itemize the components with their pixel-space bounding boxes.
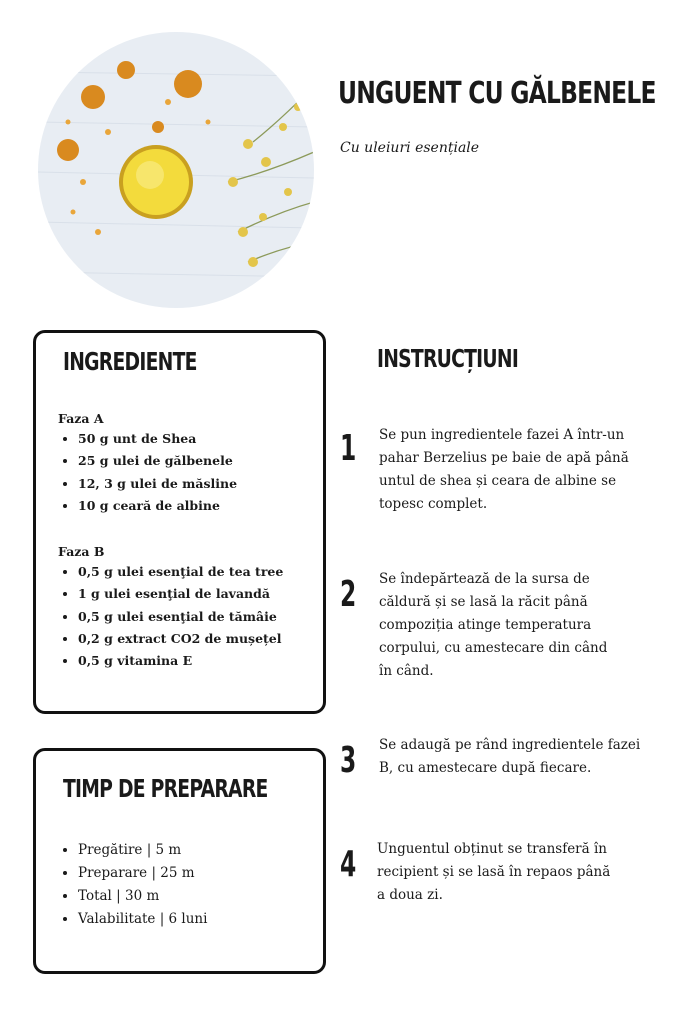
list-item: • 10 g ceară de albine xyxy=(78,495,323,517)
phase-a-label: Faza A xyxy=(58,411,104,426)
phase-b-list xyxy=(58,561,323,672)
step-number: 4 xyxy=(340,844,357,885)
list-item: • 0,5 g vitamina E xyxy=(78,650,323,672)
phase-b-section xyxy=(58,544,323,672)
list-item: • 0,5 g ulei esenţial de tămâie xyxy=(78,606,323,628)
page-subtitle: Cu uleiuri esențiale xyxy=(340,140,480,156)
prep-time-card xyxy=(33,748,326,974)
step-text: Se pun ingredientele fazei A într-un pahar Berzelius pe baie de apă până untul de shea și ceara de albine se topesc complet. xyxy=(379,427,629,512)
phase-a-list xyxy=(58,428,323,517)
step-number: 3 xyxy=(340,740,357,781)
ingredients-heading: INGREDIENTE xyxy=(63,347,197,376)
step-text: Unguentul obținut se transferă în recipient și se lasă în repaos până a doua zi. xyxy=(377,841,611,903)
prep-time-heading: TIMP DE PREPARARE xyxy=(63,774,268,803)
step-text: Se adaugă pe rând ingredientele fazei B, cu amestecare după fiecare. xyxy=(379,737,641,776)
calendula-balm-illustration xyxy=(38,32,314,308)
list-item: • 12, 3 g ulei de măsline xyxy=(78,473,323,495)
step-number: 2 xyxy=(340,574,357,615)
ingredients-card xyxy=(33,330,326,714)
instructions-heading: INSTRUCȚIUNI xyxy=(377,344,519,373)
step-number: 1 xyxy=(340,428,357,469)
list-item: • 1 g ulei esenţial de lavandă xyxy=(78,583,323,605)
list-item: • 0,2 g extract CO2 de mușețel xyxy=(78,628,323,650)
balm-photo xyxy=(38,32,314,308)
list-item: • Pregătire | 5 m xyxy=(78,839,207,862)
phase-a-section xyxy=(58,411,323,517)
list-item: • 0,5 g ulei esenţial de tea tree xyxy=(78,561,323,583)
page-title: UNGUENT CU GĂLBENELE xyxy=(338,76,656,111)
list-item: • Preparare | 25 m xyxy=(78,862,207,885)
list-item: • Valabilitate | 6 luni xyxy=(78,908,207,931)
list-item: • Total | 30 m xyxy=(78,885,207,908)
prep-time-list xyxy=(58,839,207,931)
step-text: Se îndepărtează de la sursa de căldură și se lasă la răcit până compoziția atinge temperatura corpului, cu amestecare din când în când. xyxy=(379,571,608,679)
list-item: • 25 g ulei de gălbenele xyxy=(78,450,323,472)
phase-b-label: Faza B xyxy=(58,544,105,559)
list-item: • 50 g unt de Shea xyxy=(78,428,323,450)
